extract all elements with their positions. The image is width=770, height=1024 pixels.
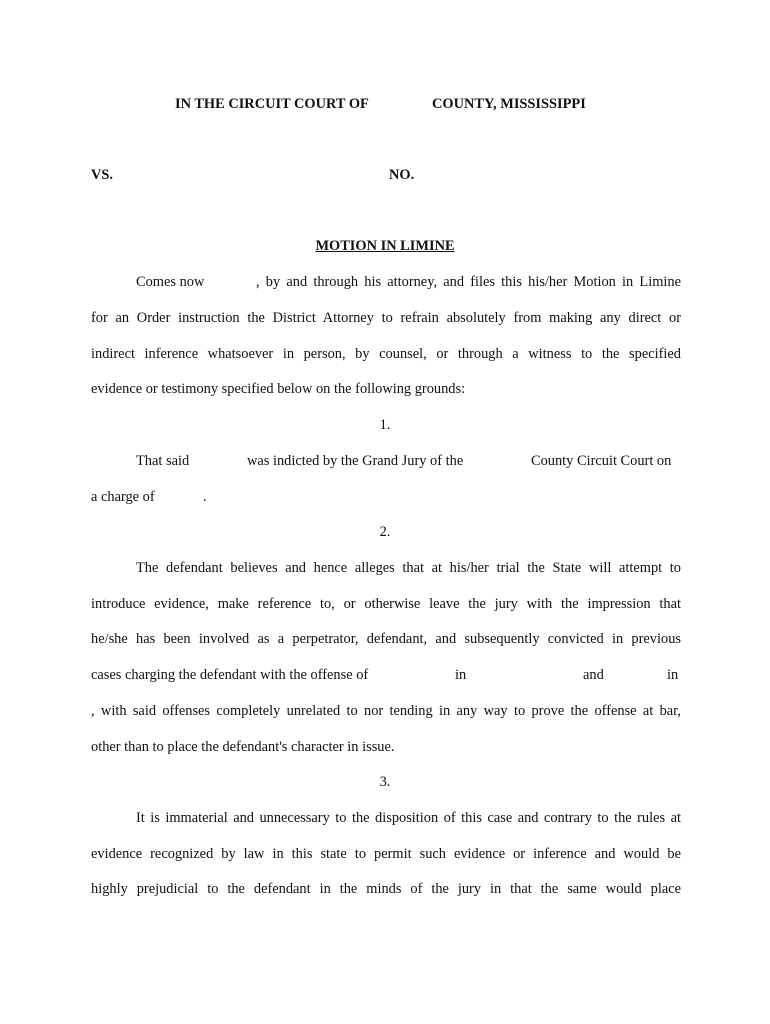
section1-county-court: County Circuit Court on (531, 453, 672, 469)
section2-in-1: in (455, 667, 467, 683)
section3-line2: evidence recognized by law in this state to permit such evidence or inference and would be (91, 846, 681, 862)
case-number-label: NO. (389, 167, 415, 183)
section1-period: . (203, 489, 207, 505)
court-caption-right: COUNTY, MISSISSIPPI (432, 96, 586, 112)
document-title: MOTION IN LIMINE (315, 238, 455, 254)
section2-line1: The defendant believes and hence alleges that at his/her trial the State will attempt to (136, 560, 681, 576)
section1-that-said: That said (136, 453, 190, 469)
section2-line4-start: cases charging the defendant with the offense of (91, 667, 369, 683)
section2-line6: other than to place the defendant's character in issue. (91, 739, 395, 755)
para1-line1-rest: , by and through his attorney, and files this his/her Motion in Limine (256, 274, 681, 290)
section3-number: 3. (379, 774, 391, 790)
para1-line2: for an Order instruction the District Attorney to refrain absolutely from making any direct or (91, 310, 681, 326)
section1-number: 1. (379, 417, 391, 433)
para1-line3: indirect inference whatsoever in person, by counsel, or through a witness to the specified (91, 346, 681, 362)
section2-line2: introduce evidence, make reference to, or otherwise leave the jury with the impression that (91, 596, 681, 612)
para1-comes-now: Comes now (136, 274, 205, 290)
section2-line5: , with said offenses completely unrelated to nor tending in any way to prove the offense at bar, (91, 703, 681, 719)
section2-in-2: in (667, 667, 679, 683)
section1-indicted: was indicted by the Grand Jury of the (247, 453, 464, 469)
section3-line1: It is immaterial and unnecessary to the disposition of this case and contrary to the rules at (136, 810, 681, 826)
section2-line3: he/she has been involved as a perpetrator, defendant, and subsequently convicted in previous (91, 631, 681, 647)
section2-and: and (583, 667, 604, 683)
section1-charge-of: a charge of (91, 489, 155, 505)
versus-label: VS. (91, 167, 113, 183)
court-caption-left: IN THE CIRCUIT COURT OF (175, 96, 369, 112)
para1-line4: evidence or testimony specified below on the following grounds: (91, 381, 466, 397)
section2-number: 2. (379, 524, 391, 540)
section3-line3: highly prejudicial to the defendant in the minds of the jury in that the same would place (91, 881, 681, 897)
